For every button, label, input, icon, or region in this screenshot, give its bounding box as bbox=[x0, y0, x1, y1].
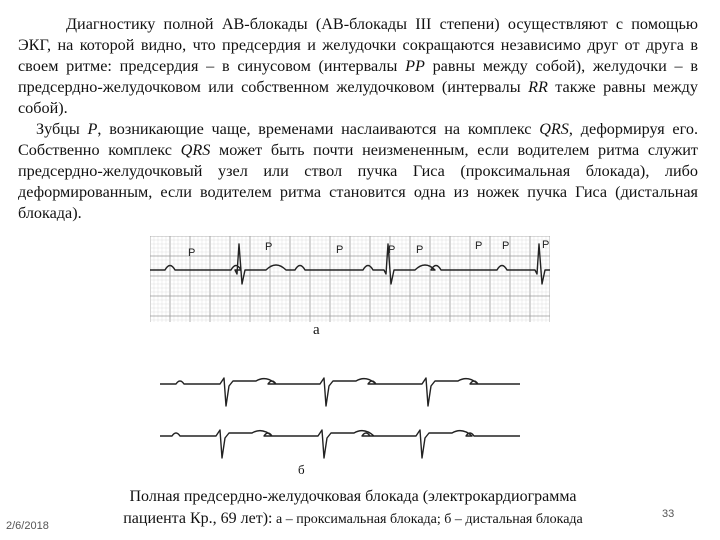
italic-term: P bbox=[87, 120, 98, 138]
body-text bbox=[18, 14, 698, 224]
figure-label-a: а bbox=[313, 322, 320, 338]
slide-date: 2/6/2018 bbox=[6, 520, 49, 532]
figure-label-b: б bbox=[298, 462, 305, 477]
p-wave-label: P bbox=[265, 241, 273, 253]
p-wave-label: P bbox=[416, 244, 424, 256]
p-wave-label: P bbox=[475, 240, 483, 252]
text-run: , возникающие чаще, временами наслаиваются на комплекс bbox=[97, 120, 540, 138]
ecg-trace-b-lower bbox=[160, 430, 520, 458]
ecg-strip-a bbox=[150, 236, 550, 322]
text-run: равны между собой), желудочки – в предсердно-желудочковом или собственном желудочковом (интервалы bbox=[18, 57, 698, 96]
p-wave-label: P bbox=[388, 244, 396, 256]
p-wave-label: P bbox=[502, 240, 510, 252]
italic-term: RR bbox=[528, 78, 548, 96]
ecg-trace-b-upper bbox=[160, 378, 520, 406]
text-run: , деформируя его. Собственно комплекс bbox=[18, 120, 698, 159]
paragraph-2 bbox=[18, 119, 698, 224]
slide-number: 33 bbox=[662, 508, 675, 520]
text-run: Зубцы bbox=[36, 120, 88, 138]
p-wave-label: P bbox=[188, 247, 196, 259]
caption-line-1: Полная предсердно-желудочковая блокада (электрокардиограмма bbox=[129, 488, 577, 505]
text-run: Диагностику полной АВ-блокады (АВ-блокады III степени) осуществляют с помощью ЭКГ, на которой видно, что предсердия и желудочки сокращаются независимо друг от друга в своем ритме: предсердия – в синусовом (интервалы bbox=[18, 15, 698, 75]
text-run: также равны между собой). bbox=[18, 78, 698, 117]
caption-line-2 bbox=[88, 508, 618, 531]
p-wave-label: P bbox=[336, 244, 344, 256]
italic-term: PP bbox=[405, 57, 425, 75]
text-run: может быть почти неизмененным, если водителем ритма служит предсердно-желудочковый узел или ствол пучка Гиса (проксимальная блокада), либо деформированным, если водителем ритма становится одна из ножек пучка Гиса (дистальная блокада). bbox=[18, 141, 698, 222]
italic-term: QRS bbox=[180, 141, 211, 159]
italic-term: QRS bbox=[539, 120, 569, 138]
caption-patient: пациента Кр., 69 лет): bbox=[123, 510, 273, 527]
paragraph-1 bbox=[18, 14, 698, 119]
caption-legend: а – проксимальная блокада; б – дистальная блокада bbox=[272, 512, 583, 527]
ecg-grid bbox=[150, 236, 550, 322]
p-wave-label: P bbox=[542, 239, 550, 251]
ecg-strip-b bbox=[160, 368, 520, 464]
figure-caption bbox=[88, 486, 618, 531]
